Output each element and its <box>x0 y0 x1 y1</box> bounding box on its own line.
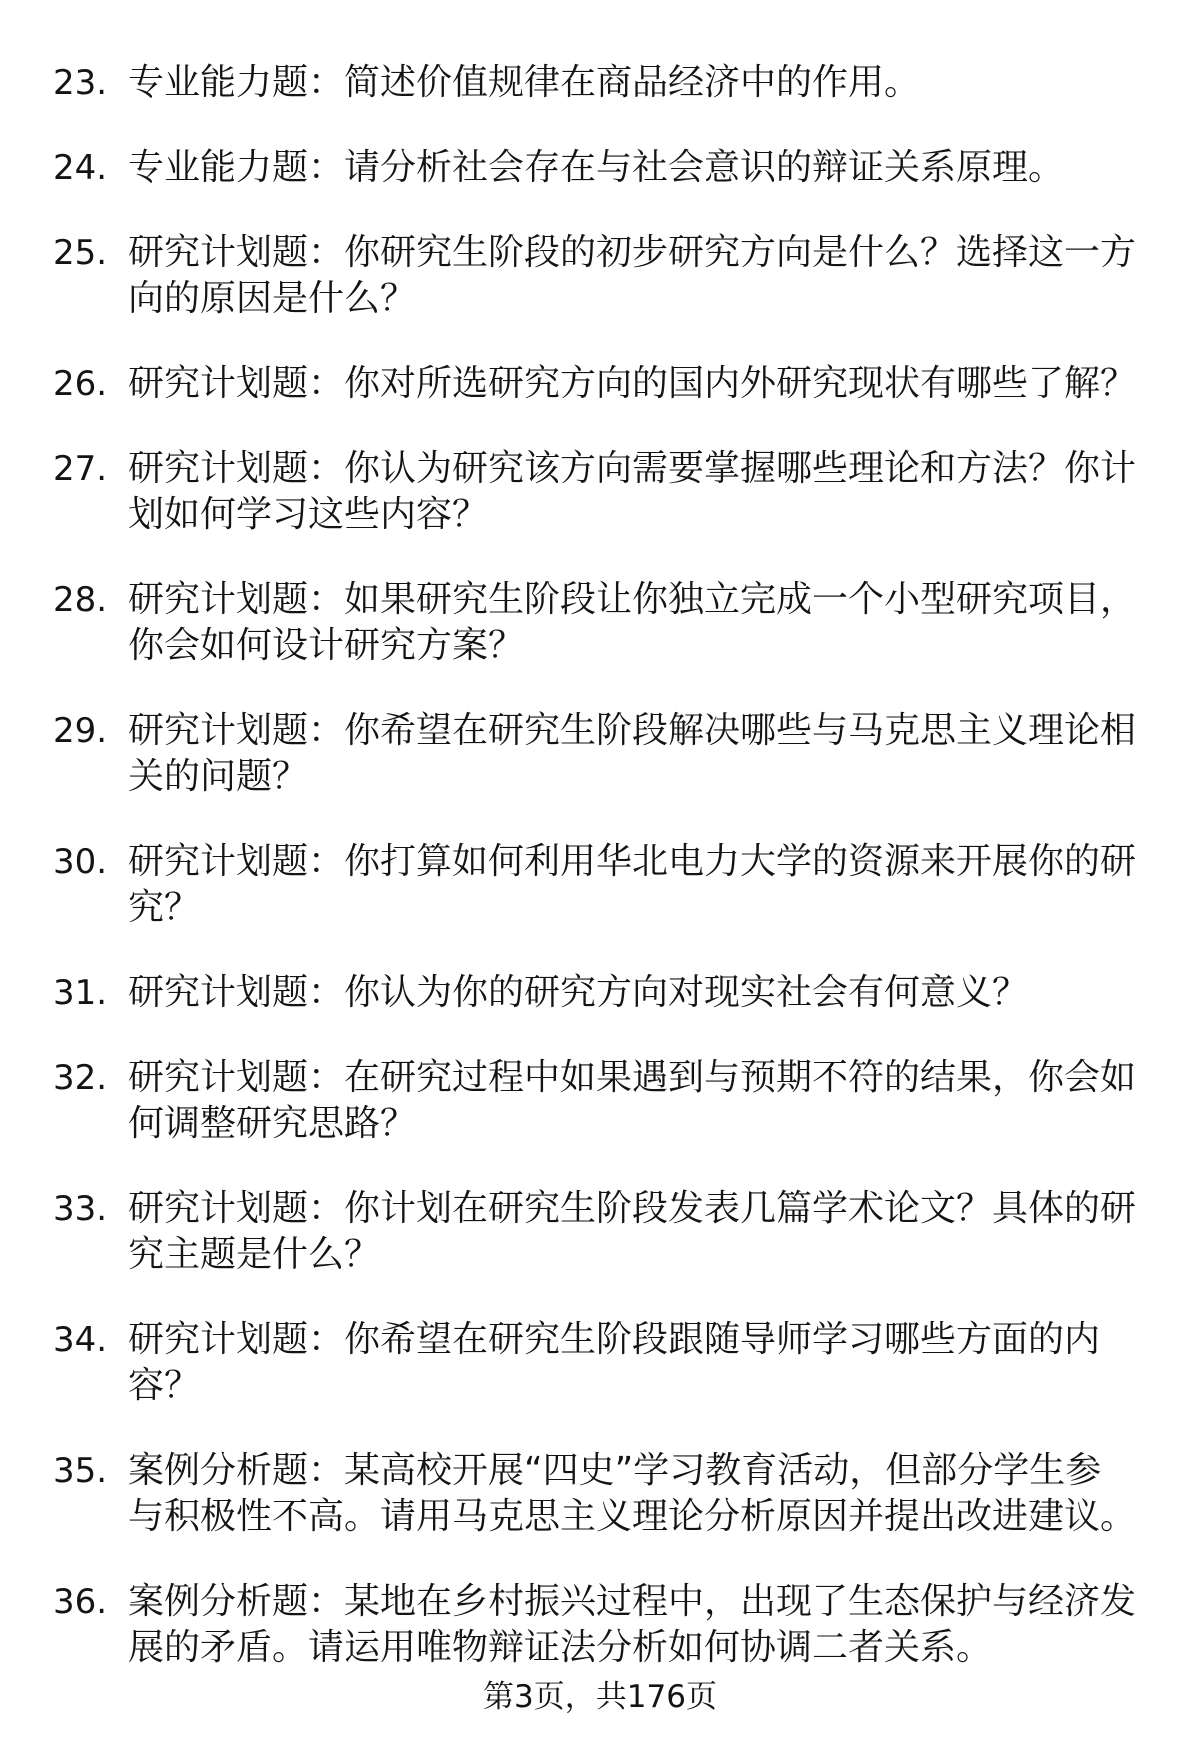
question-text <box>128 1448 1168 1540</box>
question-text <box>128 361 1168 407</box>
question-text <box>128 230 1168 322</box>
question-text <box>128 1055 1168 1147</box>
question-text <box>128 839 1168 931</box>
question-line: 究主题是什么？ <box>128 1234 381 1275</box>
question-line: 研究计划题：如果研究生阶段让你独立完成一个小型研究项目， <box>128 579 1137 620</box>
question-item-32 <box>0 1055 1200 1147</box>
question-number: 35. <box>53 1451 108 1491</box>
question-item-34 <box>0 1317 1200 1409</box>
question-item-25 <box>0 230 1200 322</box>
question-number: 23. <box>53 63 108 103</box>
question-line: 研究计划题：你研究生阶段的初步研究方向是什么？选择这一方 <box>128 232 1137 273</box>
question-item-35 <box>0 1448 1200 1540</box>
question-item-23 <box>0 60 1200 106</box>
question-number: 25. <box>53 233 108 273</box>
question-text <box>128 577 1168 669</box>
question-number: 27. <box>53 449 108 489</box>
question-number: 34. <box>53 1320 108 1360</box>
question-text <box>128 1579 1168 1671</box>
question-line: 研究计划题：你对所选研究方向的国内外研究现状有哪些了解？ <box>128 363 1137 404</box>
question-number: 28. <box>53 580 108 620</box>
question-line: 研究计划题：你认为研究该方向需要掌握哪些理论和方法？你计 <box>128 448 1137 489</box>
question-text <box>128 970 1168 1016</box>
question-text <box>128 708 1168 800</box>
question-line: 案例分析题：某高校开展“四史”学习教育活动，但部分学生参 <box>128 1450 1102 1491</box>
question-number: 32. <box>53 1058 108 1098</box>
page-footer: 第3页，共176页 <box>483 1679 717 1715</box>
question-line: 研究计划题：你打算如何利用华北电力大学的资源来开展你的研 <box>128 841 1137 882</box>
question-line: 研究计划题：你希望在研究生阶段跟随导师学习哪些方面的内 <box>128 1319 1101 1360</box>
question-item-36 <box>0 1579 1200 1671</box>
question-text <box>128 1186 1168 1278</box>
question-line: 研究计划题：你希望在研究生阶段解决哪些与马克思主义理论相 <box>128 710 1137 751</box>
question-item-28 <box>0 577 1200 669</box>
question-text <box>128 145 1168 191</box>
question-line: 研究计划题：你认为你的研究方向对现实社会有何意义？ <box>128 972 1029 1013</box>
question-number: 30. <box>53 842 108 882</box>
question-number: 33. <box>53 1189 108 1229</box>
question-line: 容？ <box>128 1365 201 1406</box>
question-line: 关的问题？ <box>128 756 309 797</box>
question-line: 专业能力题：简述价值规律在商品经济中的作用。 <box>128 62 921 103</box>
question-line: 与积极性不高。请用马克思主义理论分析原因并提出改进建议。 <box>128 1496 1137 1537</box>
question-item-31 <box>0 970 1200 1016</box>
question-line: 究？ <box>128 887 201 928</box>
question-number: 29. <box>53 711 108 751</box>
question-number: 36. <box>53 1582 108 1622</box>
question-text <box>128 446 1168 538</box>
question-item-33 <box>0 1186 1200 1278</box>
question-text <box>128 1317 1168 1409</box>
question-item-27 <box>0 446 1200 538</box>
question-line: 划如何学习这些内容？ <box>128 494 489 535</box>
question-item-30 <box>0 839 1200 931</box>
question-item-29 <box>0 708 1200 800</box>
question-item-24 <box>0 145 1200 191</box>
question-number: 24. <box>53 148 108 188</box>
question-item-26 <box>0 361 1200 407</box>
question-line: 案例分析题：某地在乡村振兴过程中，出现了生态保护与经济发 <box>128 1581 1137 1622</box>
question-line: 展的矛盾。请运用唯物辩证法分析如何协调二者关系。 <box>128 1627 993 1668</box>
question-line: 研究计划题：在研究过程中如果遇到与预期不符的结果，你会如 <box>128 1057 1137 1098</box>
question-line: 专业能力题：请分析社会存在与社会意识的辩证关系原理。 <box>128 147 1065 188</box>
question-number: 31. <box>53 973 108 1013</box>
question-line: 何调整研究思路？ <box>128 1103 417 1144</box>
question-line: 研究计划题：你计划在研究生阶段发表几篇学术论文？具体的研 <box>128 1188 1137 1229</box>
question-line: 你会如何设计研究方案？ <box>128 625 525 666</box>
question-list <box>0 60 1200 1671</box>
question-text <box>128 60 1168 106</box>
question-number: 26. <box>53 364 108 404</box>
question-line: 向的原因是什么？ <box>128 278 417 319</box>
